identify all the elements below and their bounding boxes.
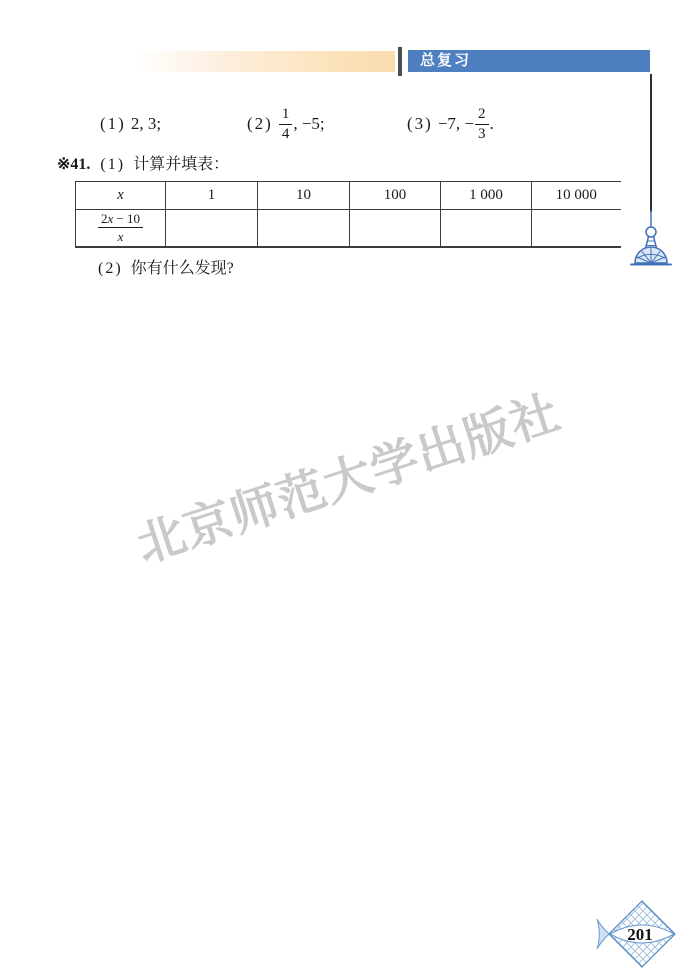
answer-item-2 [247, 106, 325, 142]
part-1-text: 计算并填表： [133, 156, 230, 173]
constant-term: − 10 [113, 211, 141, 227]
header-gradient-bar [135, 51, 395, 72]
table-cell-empty [258, 210, 350, 247]
part-2-text: 你有什么发现? [130, 260, 234, 277]
answer-1-value: 2, 3; [130, 114, 162, 133]
table-value-row [76, 210, 621, 247]
problem-41-part2 [98, 255, 234, 278]
chapter-banner-label: 总复习 [420, 52, 472, 69]
table-cell-empty [441, 210, 532, 247]
coefficient: 2 [100, 211, 108, 227]
table-header-1: 1 [166, 182, 258, 210]
answer-2-label: (2) [247, 114, 273, 133]
expression-fraction [98, 212, 143, 243]
chapter-banner [408, 50, 650, 72]
answer-1-label: (1) [100, 114, 126, 133]
fish-page-marker-icon [595, 895, 685, 973]
fraction-one-fourth [279, 107, 293, 142]
margin-rule [650, 74, 652, 212]
table-header-10000: 10 000 [532, 182, 621, 210]
tower-icon [629, 210, 673, 268]
table-row-label [76, 210, 166, 247]
table-cell-empty [532, 210, 621, 247]
table-cell-empty [350, 210, 441, 247]
answer-3-before: −7, − [437, 114, 475, 133]
fraction-denominator: 4 [281, 125, 290, 142]
expression-denominator: x [117, 229, 124, 245]
part-1-label: (1) [100, 156, 126, 173]
fraction-numerator: 2 [475, 107, 489, 125]
header-accent-bar [398, 47, 402, 76]
fish-tail [597, 919, 609, 949]
variable-x: x [107, 211, 114, 227]
page-number: 201 [627, 925, 653, 944]
answer-3-label: (3) [407, 114, 433, 133]
table-header-10: 10 [258, 182, 350, 210]
problem-41-heading [57, 151, 229, 174]
answer-2-value: , −5; [293, 114, 325, 133]
expression-numerator [98, 212, 143, 228]
table-header-100: 100 [350, 182, 441, 210]
table-cell-empty [166, 210, 258, 247]
answer-item-3 [407, 106, 494, 142]
fraction-denominator: 3 [478, 125, 486, 142]
fraction-two-thirds [475, 107, 489, 142]
answer-item-1 [100, 106, 161, 142]
table-header-1000: 1 000 [441, 182, 532, 210]
fraction-numerator: 1 [279, 107, 293, 125]
publisher-watermark: 北京师范大学出版社 [130, 386, 567, 574]
table-header-x: x [76, 182, 166, 210]
answer-3-after: . [489, 114, 494, 133]
table-header-row [76, 182, 621, 210]
fill-in-table [75, 181, 621, 248]
problem-number: ※41. [57, 156, 91, 173]
part-2-label: (2) [98, 260, 123, 277]
